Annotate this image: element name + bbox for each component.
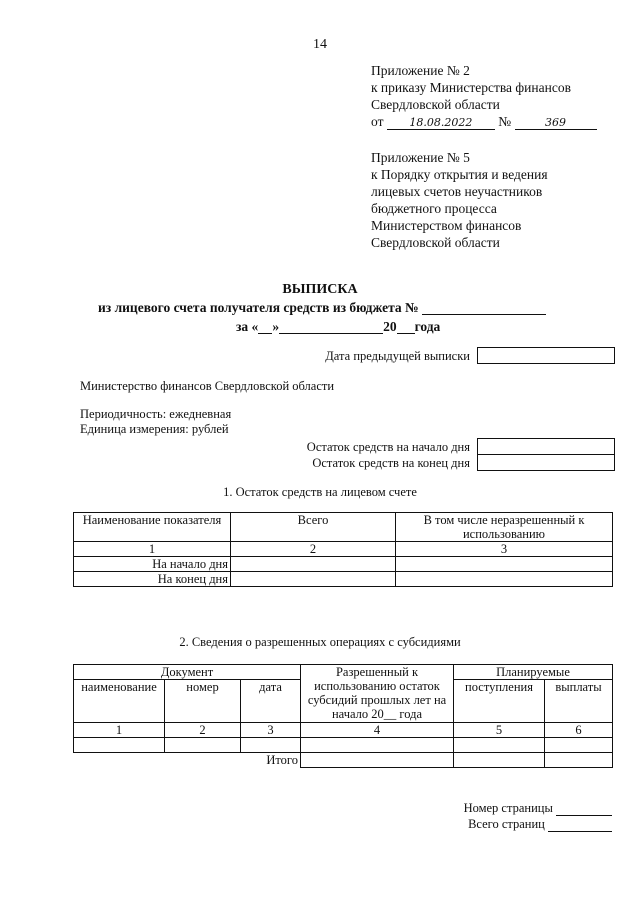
total-cell[interactable] xyxy=(454,753,545,768)
value-cell[interactable] xyxy=(165,738,241,753)
balance-end-box[interactable] xyxy=(477,454,615,471)
appendix-5-line: Министерством финансов xyxy=(371,218,522,233)
appendix-5-line: Свердловской области xyxy=(371,235,500,250)
number-cell: 2 xyxy=(231,542,396,557)
total-pages-blank xyxy=(548,818,612,832)
appendix-5-line: бюджетного процесса xyxy=(371,201,497,216)
period-year-blank xyxy=(397,320,415,334)
appendix-5-line: лицевых счетов неучастников xyxy=(371,184,543,199)
total-row xyxy=(74,753,613,768)
value-cell[interactable] xyxy=(396,572,613,587)
table-number-row xyxy=(74,723,613,738)
planned-header: Планируемые xyxy=(454,665,613,680)
number-cell: 3 xyxy=(396,542,613,557)
period-quote: » xyxy=(272,319,280,334)
document-title: ВЫПИСКА xyxy=(282,282,358,297)
value-cell[interactable] xyxy=(396,557,613,572)
allowed-header: Разрешенный к использованию остаток субсидий прошлых лет на начало 20__ года xyxy=(301,665,454,723)
number-cell: 5 xyxy=(454,723,545,738)
subheader-cell: поступления xyxy=(454,680,545,723)
doc-header: Документ xyxy=(74,665,301,680)
balance-end-label: Остаток средств на конец дня xyxy=(312,456,470,470)
value-cell[interactable] xyxy=(241,738,301,753)
value-cell[interactable] xyxy=(545,738,613,753)
subheader-cell: наименование xyxy=(74,680,165,723)
section1-table xyxy=(73,512,613,587)
period-month-blank xyxy=(279,320,383,334)
period-line xyxy=(236,319,440,335)
total-pages-line xyxy=(468,817,612,832)
organization-name: Министерство финансов Свердловской области xyxy=(80,379,335,393)
row-label: На начало дня xyxy=(74,557,231,572)
total-label: Итого xyxy=(266,753,298,767)
appendix-5-line: Приложение № 5 xyxy=(371,150,470,165)
subheader-cell: номер xyxy=(165,680,241,723)
balance-start-box[interactable] xyxy=(477,438,615,455)
period-day-blank xyxy=(258,320,272,334)
period-prefix: за « xyxy=(236,319,259,334)
value-cell[interactable] xyxy=(454,738,545,753)
value-cell[interactable] xyxy=(231,572,396,587)
appendix-2-line1: Приложение № 2 xyxy=(371,63,470,78)
header-cell: Всего xyxy=(231,513,396,542)
number-prefix: № xyxy=(498,114,512,129)
number-cell: 1 xyxy=(74,542,231,557)
number-cell: 2 xyxy=(165,723,241,738)
value-cell[interactable] xyxy=(231,557,396,572)
total-cell[interactable] xyxy=(301,753,454,768)
row-label: На конец дня xyxy=(74,572,231,587)
appendix-2-date-line xyxy=(371,113,597,130)
period-suffix: года xyxy=(414,319,441,334)
subtitle-text: из лицевого счета получателя средств из бюджета № xyxy=(98,300,419,315)
unit: Единица измерения: рублей xyxy=(80,422,229,436)
order-date: 18.08.2022 xyxy=(387,116,495,130)
appendix-2 xyxy=(371,62,597,130)
appendix-2-line2: к приказу Министерства финансов xyxy=(371,80,571,95)
value-cell[interactable] xyxy=(74,738,165,753)
page-number: 14 xyxy=(313,37,327,52)
subheader-cell: выплаты xyxy=(545,680,613,723)
budget-number-blank xyxy=(422,301,546,315)
table-row xyxy=(74,572,613,587)
section2-title: 2. Сведения о разрешенных операциях с субсидиями xyxy=(179,635,461,649)
periodicity: Периодичность: ежедневная xyxy=(80,407,232,421)
number-cell: 4 xyxy=(301,723,454,738)
section1-title: 1. Остаток средств на лицевом счете xyxy=(223,485,417,499)
date-prefix: от xyxy=(371,114,384,129)
table-row xyxy=(74,738,613,753)
document-subtitle xyxy=(98,300,546,316)
table-row xyxy=(74,557,613,572)
page-number-line xyxy=(464,801,612,816)
prev-statement-label: Дата предыдущей выписки xyxy=(325,349,470,363)
page-number-label: Номер страницы xyxy=(463,801,553,815)
total-cell[interactable] xyxy=(545,753,613,768)
appendix-5 xyxy=(371,149,548,251)
number-cell: 3 xyxy=(241,723,301,738)
table-header-row xyxy=(74,665,613,680)
balance-start-label: Остаток средств на начало дня xyxy=(306,440,470,454)
table-number-row xyxy=(74,542,613,557)
order-number: 369 xyxy=(515,116,597,130)
table-header-row xyxy=(74,513,613,542)
appendix-5-line: к Порядку открытия и ведения xyxy=(371,167,548,182)
number-cell: 6 xyxy=(545,723,613,738)
total-pages-label: Всего страниц xyxy=(468,817,545,831)
subheader-cell: дата xyxy=(241,680,301,723)
header-cell: Наименование показателя xyxy=(74,513,231,542)
appendix-2-line3: Свердловской области xyxy=(371,97,500,112)
value-cell[interactable] xyxy=(301,738,454,753)
header-cell: В том числе неразрешенный к использованию xyxy=(396,513,613,542)
page-number-blank xyxy=(556,802,612,816)
number-cell: 1 xyxy=(74,723,165,738)
period-year: 20 xyxy=(383,319,397,334)
section2-table xyxy=(73,664,613,768)
prev-statement-date-box[interactable] xyxy=(477,347,615,364)
